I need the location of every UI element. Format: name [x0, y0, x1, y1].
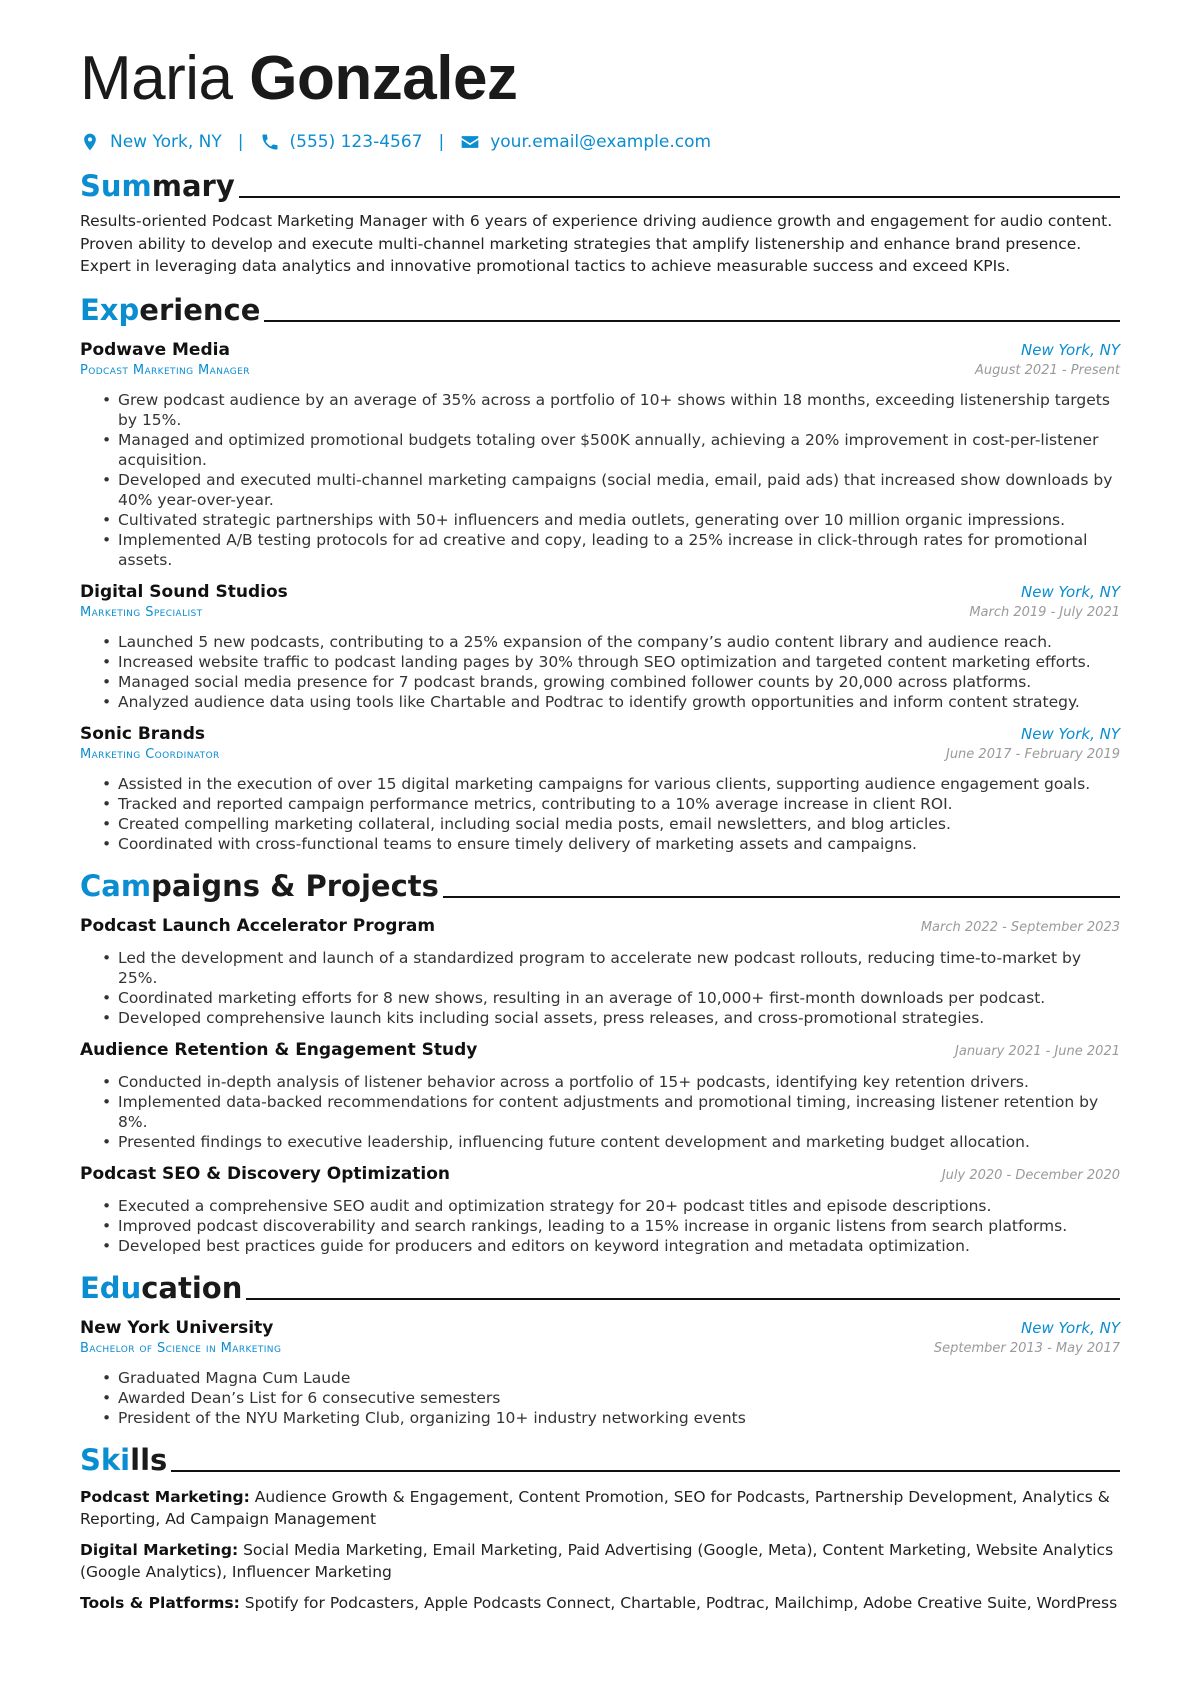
summary-title-rest: mary — [151, 169, 235, 203]
experience-title-accent: Exp — [80, 292, 140, 327]
experience-entry — [80, 340, 1120, 570]
last-name: Gonzalez — [249, 44, 518, 113]
bullet-item: • Conducted in-depth analysis of listener behavior across a portfolio of 15+ podcasts, identifying key retention drivers. — [102, 1072, 1120, 1092]
projects-title-rest: paigns & Projects — [151, 868, 439, 903]
bullet-item: • Implemented data-backed recommendations for content adjustments and promotional timing, increasing listener retention by 8%. — [102, 1092, 1120, 1132]
skills-title-accent: Ski — [80, 1442, 131, 1477]
project-header — [80, 1040, 1120, 1060]
bullet-item: • Managed social media presence for 7 podcast brands, growing combined follower counts by 20,000 across platforms. — [102, 672, 1120, 692]
skill-group-values: Spotify for Podcasters, Apple Podcasts Connect, Chartable, Podtrac, Mailchimp, Adobe Creative Suite, WordPress — [244, 1593, 1118, 1612]
bullet-item: • Executed a comprehensive SEO audit and optimization strategy for 20+ podcast titles and episode descriptions. — [102, 1196, 1120, 1216]
phone-icon — [260, 132, 280, 152]
projects-section — [80, 864, 1120, 1256]
bullet-item: • Coordinated with cross-functional teams to ensure timely delivery of marketing assets and campaigns. — [102, 834, 1120, 854]
bullet-item: • Developed and executed multi-channel marketing campaigns (social media, email, paid ads) that increased show downloads by 40% year-over-year. — [102, 470, 1120, 510]
bullet-item: • Presented findings to executive leadership, influencing future content development and marketing budget allocation. — [102, 1132, 1120, 1152]
education-title-rest: cation — [141, 1270, 243, 1305]
bullet-item: • Cultivated strategic partnerships with 50+ influencers and media outlets, generating over 10 million organic impressions. — [102, 510, 1120, 530]
bullet-list — [80, 1196, 1120, 1256]
job-dates: March 2019 - July 2021 — [969, 604, 1120, 620]
job-location: New York, NY — [1021, 340, 1120, 359]
bullet-item: • Grew podcast audience by an average of 35% across a portfolio of 10+ shows within 18 months, exceeding listenership targets by 15%. — [102, 390, 1120, 430]
company-name: Sonic Brands — [80, 723, 206, 744]
job-title: Podcast Marketing Manager — [80, 362, 250, 378]
bullet-item: • Assisted in the execution of over 15 digital marketing campaigns for various clients, supporting audience engagement goals. — [102, 774, 1120, 794]
skill-group-label: Podcast Marketing: — [80, 1487, 250, 1506]
experience-heading — [80, 288, 1120, 328]
school-location: New York, NY — [1021, 1318, 1120, 1337]
job-title: Marketing Specialist — [80, 604, 203, 620]
phone-text: (555) 123-4567 — [289, 132, 423, 152]
bullet-item: • Analyzed audience data using tools like Chartable and Podtrac to identify growth opportunities and inform content strategy. — [102, 692, 1120, 712]
job-dates: August 2021 - Present — [975, 362, 1120, 378]
bullet-item: • Tracked and reported campaign performance metrics, contributing to a 10% average increase in client ROI. — [102, 794, 1120, 814]
bullet-item: • Increased website traffic to podcast landing pages by 30% through SEO optimization and targeted content marketing efforts. — [102, 652, 1120, 672]
section-rule — [246, 1298, 1120, 1300]
education-section — [80, 1266, 1120, 1428]
contact-email[interactable] — [460, 132, 711, 152]
location-text: New York, NY — [110, 132, 222, 152]
skill-group-values: Audience Growth & Engagement, Content Promotion, SEO for Podcasts, Partnership Development, Analytics & Reporting, Ad Campaign Management — [80, 1487, 1110, 1528]
bullet-list — [80, 774, 1120, 854]
project-dates: March 2022 - September 2023 — [920, 919, 1120, 935]
school-name: New York University — [80, 1317, 274, 1338]
map-pin-icon — [80, 132, 100, 152]
company-name: Podwave Media — [80, 339, 230, 360]
bullet-list — [80, 1072, 1120, 1152]
projects-title-accent: Cam — [80, 868, 152, 903]
bullet-list — [80, 632, 1120, 712]
bullet-item: • Created compelling marketing collateral, including social media posts, email newsletters, and blog articles. — [102, 814, 1120, 834]
company-name: Digital Sound Studios — [80, 581, 288, 602]
project-dates: July 2020 - December 2020 — [941, 1167, 1120, 1183]
bullet-list — [80, 1368, 1120, 1428]
education-entry — [80, 1318, 1120, 1428]
bullet-item: • Led the development and launch of a standardized program to accelerate new podcast rollouts, reducing time-to-market by 25%. — [102, 948, 1120, 988]
bullet-item: • President of the NYU Marketing Club, organizing 10+ industry networking events — [102, 1408, 1120, 1428]
section-rule — [443, 896, 1120, 898]
project-header — [80, 1164, 1120, 1184]
project-name: Audience Retention & Engagement Study — [80, 1039, 478, 1060]
job-location: New York, NY — [1021, 582, 1120, 601]
bullet-item: • Developed best practices guide for producers and editors on keyword integration and metadata optimization. — [102, 1236, 1120, 1256]
project-dates: January 2021 - June 2021 — [955, 1043, 1120, 1059]
skills-heading — [80, 1438, 1120, 1478]
skill-group-label: Tools & Platforms: — [80, 1593, 240, 1612]
contact-phone[interactable] — [260, 132, 423, 152]
experience-section — [80, 288, 1120, 854]
skills-section — [80, 1438, 1120, 1615]
project-name: Podcast SEO & Discovery Optimization — [80, 1163, 451, 1184]
skill-group-values: Social Media Marketing, Email Marketing, Paid Advertising (Google, Meta), Content Marketing, Website Analytics (Google Analytics), Influencer Marketing — [80, 1540, 1114, 1581]
section-rule — [264, 320, 1120, 322]
bullet-item: • Improved podcast discoverability and search rankings, leading to a 15% increase in organic listens from search platforms. — [102, 1216, 1120, 1236]
contact-location — [80, 132, 222, 152]
experience-entry — [80, 582, 1120, 712]
experience-title-rest: erience — [139, 292, 261, 327]
contact-bar — [80, 124, 1120, 160]
contact-separator: | — [438, 132, 445, 152]
resume-content — [80, 38, 1120, 1614]
contact-separator: | — [237, 132, 244, 152]
email-link: your.email@example.com — [490, 132, 712, 152]
bullet-item: • Launched 5 new podcasts, contributing to a 25% expansion of the company’s audio content library and audience reach. — [102, 632, 1120, 652]
summary-section — [80, 164, 1120, 278]
job-dates: June 2017 - February 2019 — [945, 746, 1120, 762]
job-location: New York, NY — [1021, 724, 1120, 743]
project-header — [80, 916, 1120, 936]
first-name: Maria — [80, 44, 233, 113]
skill-group — [80, 1539, 1120, 1584]
skills-title-rest: lls — [130, 1442, 168, 1477]
candidate-name — [80, 38, 1120, 120]
section-rule — [171, 1470, 1120, 1472]
projects-heading — [80, 864, 1120, 904]
skill-group — [80, 1592, 1120, 1615]
project-name: Podcast Launch Accelerator Program — [80, 915, 436, 936]
experience-entry — [80, 724, 1120, 854]
bullet-item: • Coordinated marketing efforts for 8 new shows, resulting in an average of 10,000+ first-month downloads per podcast. — [102, 988, 1120, 1008]
skill-group-label: Digital Marketing: — [80, 1540, 239, 1559]
bullet-list — [80, 390, 1120, 570]
bullet-item: • Awarded Dean’s List for 6 consecutive semesters — [102, 1388, 1120, 1408]
bullet-item: • Implemented A/B testing protocols for ad creative and copy, leading to a 25% increase in click-through rates for promotional assets. — [102, 530, 1120, 570]
education-title-accent: Edu — [80, 1270, 142, 1305]
bullet-item: • Graduated Magna Cum Laude — [102, 1368, 1120, 1388]
education-dates: September 2013 - May 2017 — [933, 1340, 1120, 1356]
section-rule — [239, 196, 1120, 198]
bullet-item: • Developed comprehensive launch kits including social assets, press releases, and cross-promotional strategies. — [102, 1008, 1120, 1028]
education-heading — [80, 1266, 1120, 1306]
envelope-icon — [460, 132, 480, 152]
summary-text: Results-oriented Podcast Marketing Manager with 6 years of experience driving audience growth and engagement for audio content. Proven ability to develop and execute multi-channel marketing strategies that amplify listenership and enhance brand presence. Expert in leveraging data analytics and innovative promotional tactics to achieve measurable success and exceed KPIs. — [80, 212, 1113, 275]
summary-title-accent: Sum — [80, 169, 152, 203]
bullet-list — [80, 948, 1120, 1028]
degree-title: Bachelor of Science in Marketing — [80, 1340, 282, 1356]
job-title: Marketing Coordinator — [80, 746, 220, 762]
summary-heading — [80, 164, 1120, 204]
bullet-item: • Managed and optimized promotional budgets totaling over $500K annually, achieving a 20% improvement in cost-per-listener acquisition. — [102, 430, 1120, 470]
skill-group — [80, 1486, 1120, 1531]
